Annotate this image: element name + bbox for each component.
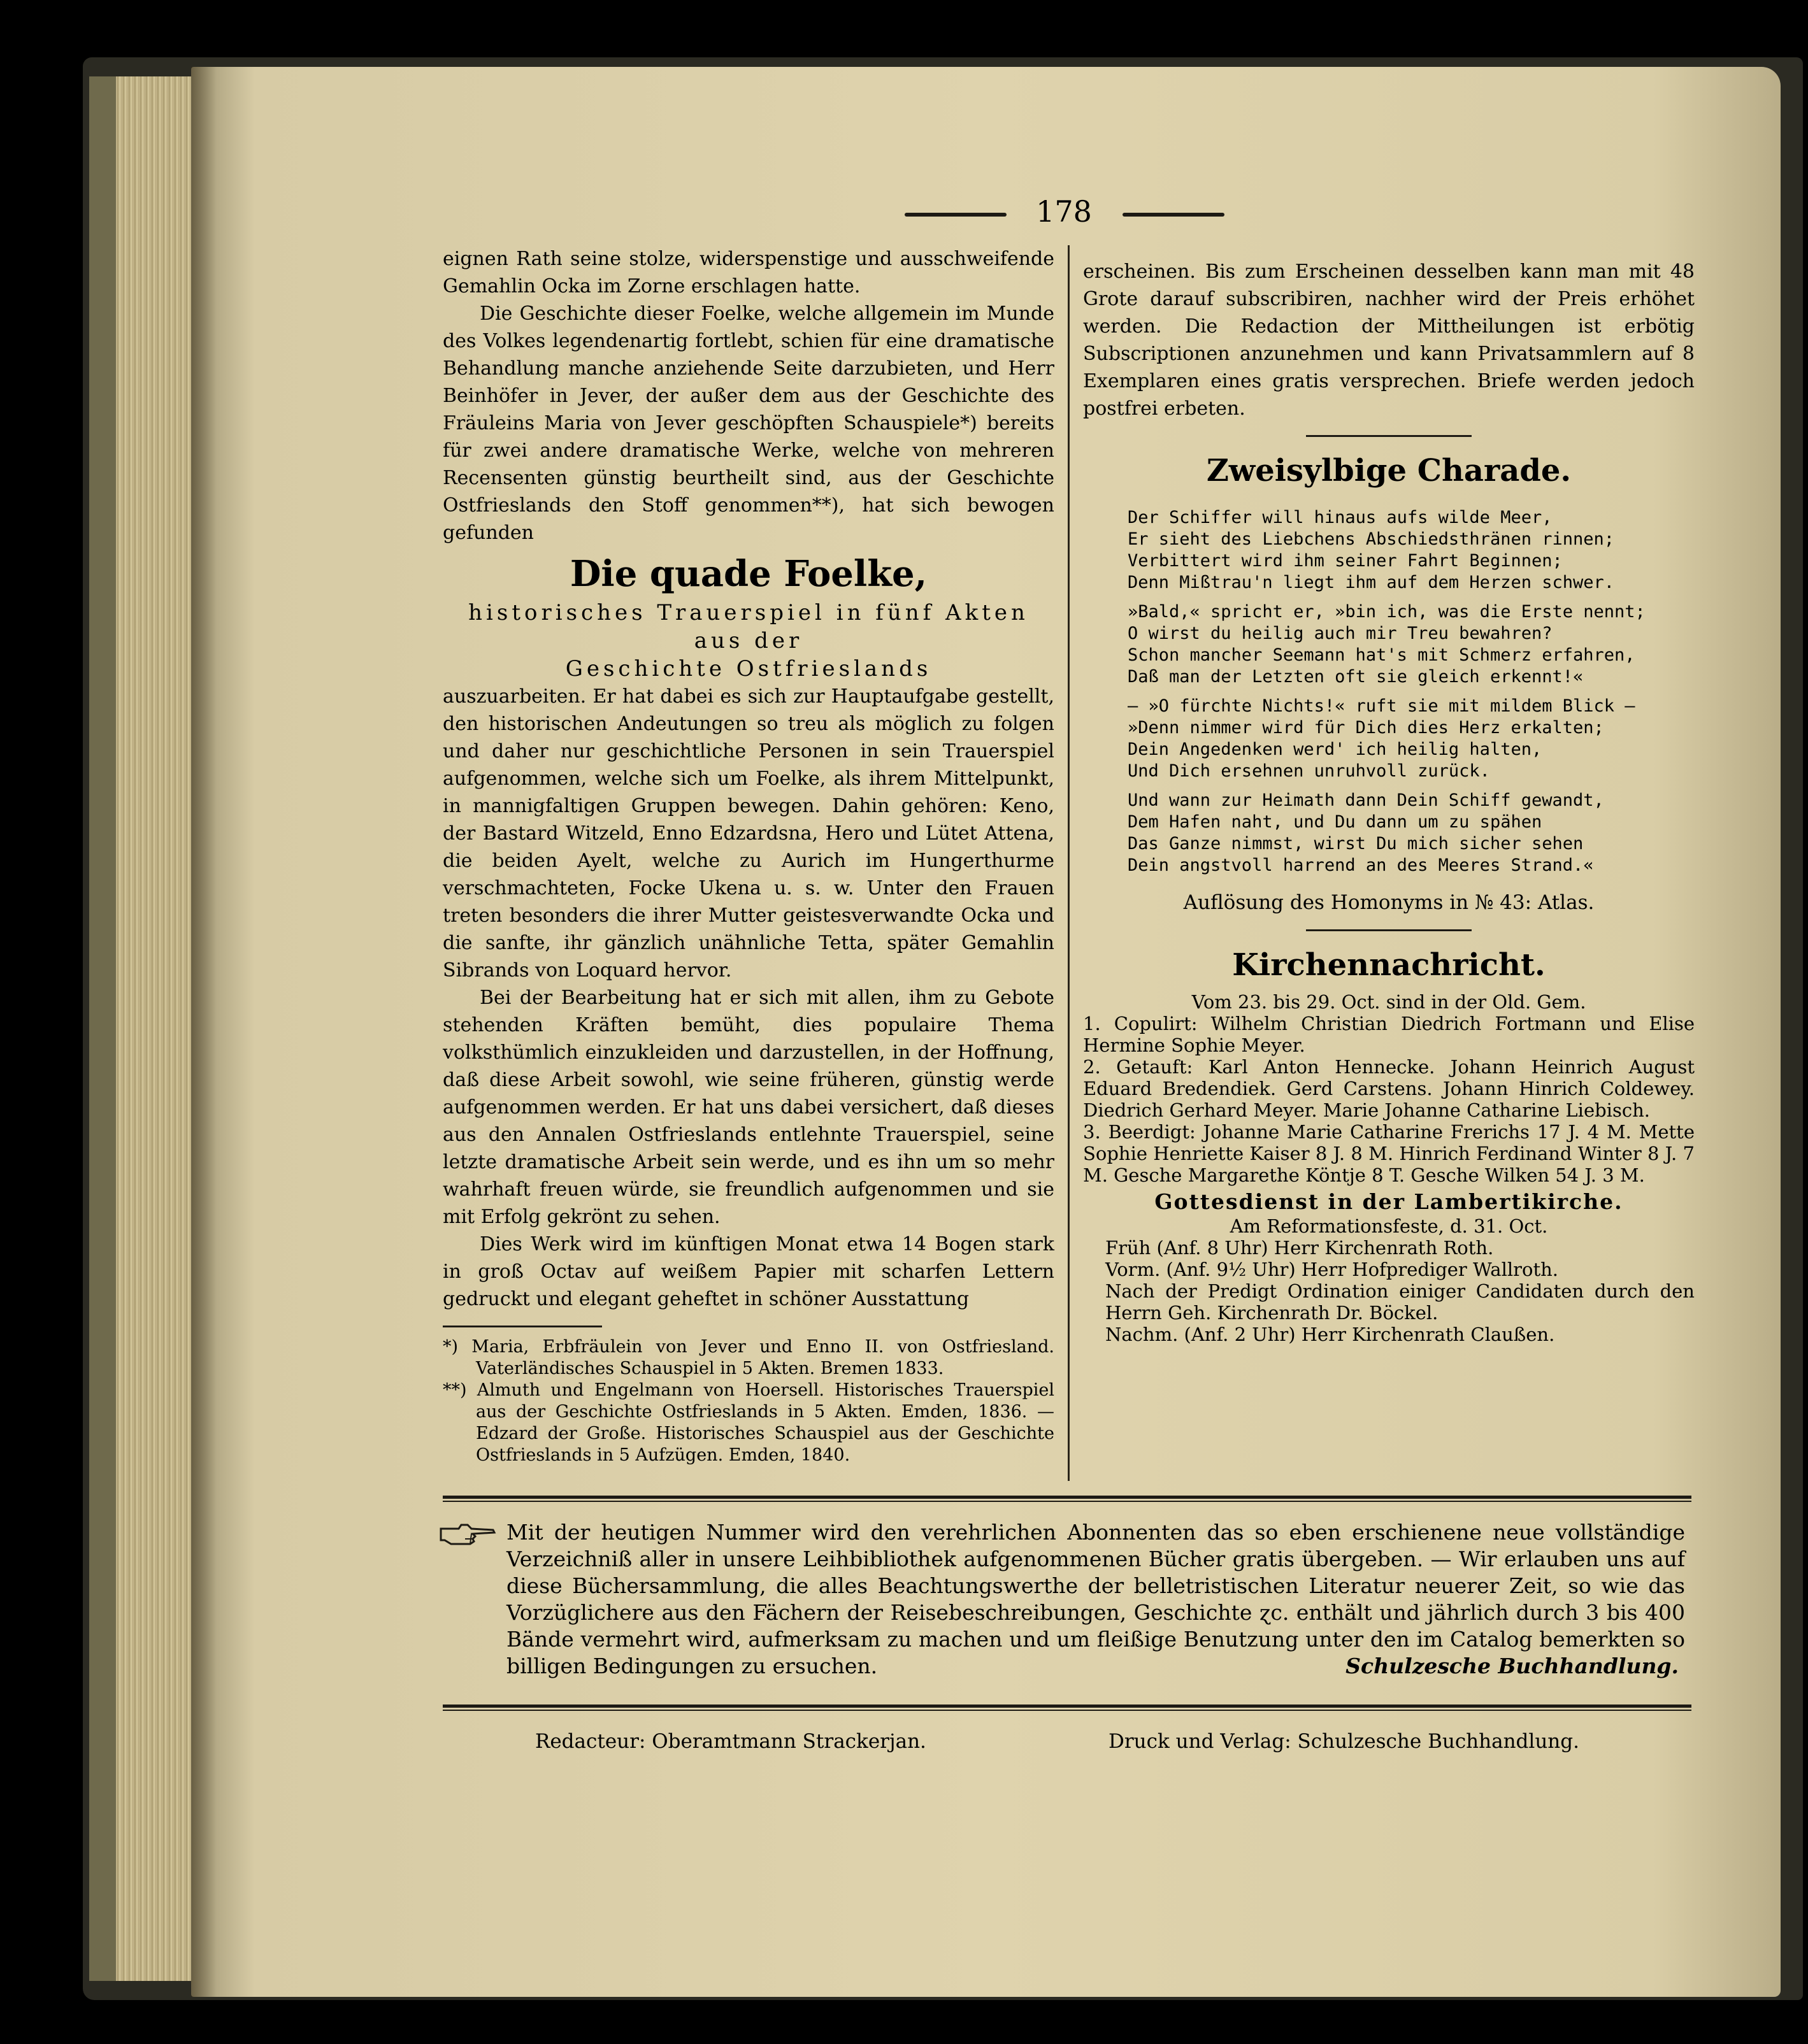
notice-text: Mit der heutigen Nummer wird den verehrlichen Abonnenten das so eben erschienene neue vollständige Verzeichniß aller in unsere Leihbibliothek aufgenommenen Bücher gratis übergeben. — Wir erlauben uns auf diese Büchersammlung, die alles Beachtungswerthe der belletristischen Literatur neuerer Zeit, so wie das Vorzüglichere aus den Fächern der Reisebeschreibungen, Geschichte ɀc. enthält und jährlich durch 3 bis 400 Bände vermehrt wird, aufmerksam zu machen und um fleißige Benutzung unter den im Catalog bemerkten so billigen Bedingungen zu ersuchen.: [506, 1520, 1685, 1678]
footnote-1: *) Maria, Erbfräulein von Jever und Enno II. von Ostfriesland. Vaterländisches Schauspiel in 5 Akten. Bremen 1833.: [443, 1337, 1054, 1378]
poem-line: Schon mancher Seemann hat's mit Schmerz erfahren,: [1128, 645, 1635, 665]
service-date: Am Reformationsfeste, d. 31. Oct.: [1230, 1215, 1548, 1237]
poem-line: »Bald,« spricht er, »bin ich, was die Erste nennt;: [1128, 602, 1646, 622]
footnotes: [443, 1336, 1054, 1466]
poem-stanza-2: [1128, 601, 1695, 688]
poem-line: Und wann zur Heimath dann Dein Schiff gewandt,: [1128, 790, 1604, 810]
play-title: Die quade Foelke,: [570, 553, 928, 595]
poem-line: Er sieht des Liebchens Abschiedsthränen rinnen;: [1128, 529, 1615, 549]
poem-line: Dem Hafen naht, und Du dann um zu spähen: [1128, 812, 1542, 832]
poem-line: Das Ganze nimmst, wirst Du mich sicher sehen: [1128, 834, 1584, 854]
double-rule-bottom: [443, 1705, 1691, 1711]
left-paragraph-4: Bei der Bearbeitung hat er sich mit allen, ihm zu Gebote stehenden Kräften bemüht, dies populaire Thema volksthümlich einzukleiden und darzustellen, in der Hoffnung, daß diese Arbeit sowohl, wie seine früheren, günstig werde aufgenommen werden. Er hat uns dabei versichert, daß dieses aus den Annalen Ostfrieslands entlehnte Trauerspiel, seine letzte dramatische Arbeit sein werde, und es ihn um so mehr wahrhaft freuen würde, sie freundlich aufgenommen und sie mit Erfolg gekrönt zu sehen.: [443, 987, 1054, 1228]
church-news: [1083, 991, 1695, 1345]
poem-line: Dein Angedenken werd' ich heilig halten,: [1128, 740, 1542, 759]
poem-line: »Denn nimmer wird für Dich dies Herz erkalten;: [1128, 718, 1604, 738]
left-paragraph-3: auszuarbeiten. Er hat dabei es sich zur Hauptaufgabe gestellt, den historischen Andeutungen so treu als möglich zu folgen und daher nur geschichtliche Personen in sein Trauerspiel aufgenommen, welche sich um Foelke, als ihrem Mittelpunkt, in mannigfaltigen Gruppen bewegen. Dahin gehören: Keno, der Bastard Witzeld, Enno Edzardsna, Hero und Lütet Attena, die beiden Ayelt, welche zu Aurich im Hungerthurme verschmachteten, Focke Ukena u. s. w. Unter den Frauen treten besonders die ihrer Mutter geistesverwandte Ocka und die sanfte, ihr gänzlich unähnliche Tetta, später Gemahlin Sibrands von Loquard hervor.: [443, 685, 1054, 982]
play-subtitle-line-1: historisches Trauerspiel in fünf Akten aus der: [468, 600, 1029, 654]
service-item: Nachm. (Anf. 2 Uhr) Herr Kirchenrath Claußen.: [1105, 1324, 1555, 1345]
church-news-intro: Vom 23. bis 29. Oct. sind in der Old. Gem.: [1191, 991, 1586, 1013]
right-paragraph-1: erscheinen. Bis zum Erscheinen desselben kann man mit 48 Grote darauf subscribiren, nachher wird der Preis erhöhet werden. Die Redaction der Mittheilungen ist erbötig Subscriptionen anzunehmen und kann Privatsammlern auf 8 Exemplaren eines gratis versprechen. Briefe werden jedoch postfrei erbeten.: [1083, 261, 1695, 420]
play-subtitle-line-2: Geschichte Ostfrieslands: [565, 656, 932, 682]
service-item: Nach der Predigt Ordination einiger Candidaten durch den Herrn Geh. Kirchenrath Dr. Böckel.: [1105, 1280, 1695, 1324]
service-item: Vorm. (Anf. 9½ Uhr) Herr Hofprediger Wallroth.: [1105, 1259, 1559, 1280]
poem-line: Dein angstvoll harrend an des Meeres Strand.«: [1128, 855, 1594, 875]
header-rule-left: [905, 213, 1007, 217]
section-rule: [1306, 435, 1472, 437]
poem-line: Daß man der Letzten oft sie gleich erkennt!«: [1128, 667, 1584, 687]
section-rule: [1306, 929, 1472, 931]
poem-line: Verbittert wird ihm seiner Fahrt Beginnen;: [1128, 551, 1563, 571]
church-news-title: Kirchennachricht.: [1232, 947, 1546, 983]
service-item: Früh (Anf. 8 Uhr) Herr Kirchenrath Roth.: [1105, 1237, 1494, 1259]
poem-line: — »O fürchte Nichts!« ruft sie mit mildem Blick —: [1128, 696, 1635, 716]
imprint-printer: Druck und Verlag: Schulzesche Buchhandlung.: [1108, 1730, 1579, 1753]
left-column: [443, 245, 1054, 1466]
library-notice: [506, 1519, 1685, 1680]
column-divider: [1068, 245, 1070, 1481]
poem-stanza-3: [1128, 696, 1695, 782]
left-paragraph-5: Dies Werk wird im künftigen Monat etwa 14 Bogen stark in groß Octav auf weißem Papier mit scharfen Lettern gedruckt und elegant geheftet in schöner Ausstattung: [443, 1233, 1054, 1310]
left-paragraph-2: Die Geschichte dieser Foelke, welche allgemein im Munde des Volkes legendenartig fortlebt, schien für eine dramatische Behandlung manche anziehende Seite darzubieten, und Herr Beinhöfer in Jever, der außer dem aus der Geschichte des Fräuleins Maria von Jever geschöpften Schauspiele*) bereits für zwei andere dramatische Werke, welche von mehreren Recensenten günstig beurtheilt sind, aus der Geschichte Ostfrieslands den Stoff genommen**), hat sich bewogen gefunden: [443, 303, 1054, 544]
right-column: [1083, 258, 1695, 1345]
poem-line: Der Schiffer will hinaus aufs wilde Meer,: [1128, 508, 1553, 527]
church-copulirt: 1. Copulirt: Wilhelm Christian Diedrich Fortmann und Elise Hermine Sophie Meyer.: [1083, 1013, 1695, 1056]
service-title: Gottesdienst in der Lambertikirche.: [1154, 1189, 1623, 1214]
header-rule-right: [1123, 213, 1224, 217]
charade-title: Zweisylbige Charade.: [1206, 453, 1572, 489]
double-rule-top: [443, 1496, 1691, 1502]
poem-stanza-4: [1128, 790, 1695, 876]
church-getauft: 2. Getauft: Karl Anton Hennecke. Johann Heinrich August Eduard Bredendiek. Gerd Carstens. Johann Hinrich Coldewey. Diedrich Gerhard Meyer. Marie Johanne Catharine Liebisch.: [1083, 1056, 1695, 1121]
gutter-shadow: [191, 67, 217, 1997]
poem-line: Und Dich ersehnen unruhvoll zurück.: [1128, 761, 1490, 781]
footnote-rule: [443, 1326, 602, 1327]
page-number: 178: [1036, 194, 1092, 229]
imprint-editor: Redacteur: Oberamtmann Strackerjan.: [535, 1730, 926, 1753]
footnote-2: **) Almuth und Engelmann von Hoersell. Historisches Trauerspiel aus der Geschichte Ostfrieslands in 5 Akten. Emden, 1836. — Edzard der Große. Historisches Schauspiel aus der Geschichte Ostfrieslands in 5 Aufzügen. Emden, 1840.: [443, 1380, 1054, 1465]
poem-line: Denn Mißtrau'n liegt ihm auf dem Herzen schwer.: [1128, 573, 1615, 592]
left-paragraph-1: eignen Rath seine stolze, widerspenstige und ausschweifende Gemahlin Ocka im Zorne erschlagen hatte.: [443, 248, 1054, 297]
poem-stanza-1: [1128, 507, 1695, 594]
pointing-hand-icon: [440, 1521, 497, 1547]
church-beerdigt: 3. Beerdigt: Johanne Marie Catharine Frerichs 17 J. 4 M. Mette Sophie Henriette Kaiser 8 J. 8 M. Hinrich Ferdinand Winter 8 J. 7 M. Gesche Margarethe Köntje 8 T. Gesche Wilken 54 J. 3 M.: [1083, 1121, 1695, 1186]
homonym-solution: Auflösung des Homonyms in № 43: Atlas.: [1183, 891, 1595, 914]
notice-signature: Schulzesche Buchhandlung.: [1345, 1654, 1679, 1678]
charade-poem: [1083, 507, 1695, 876]
poem-line: O wirst du heilig auch mir Treu bewahren?: [1128, 624, 1553, 643]
